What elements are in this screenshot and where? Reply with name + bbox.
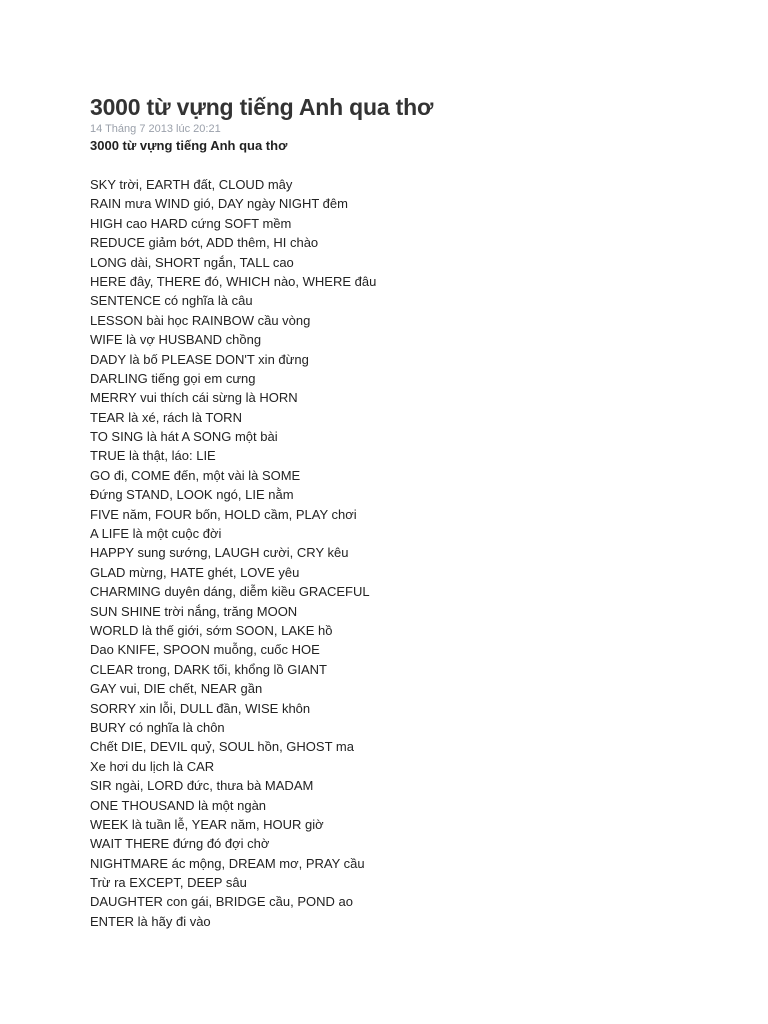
poem-line: TRUE là thật, láo: LIE	[90, 448, 216, 464]
poem-line: WAIT THERE đứng đó đợi chờ	[90, 836, 270, 852]
poem-line: GO đi, COME đến, một vài là SOME	[90, 467, 301, 483]
poem-line: CHARMING duyên dáng, diễm kiều GRACEFUL	[90, 584, 370, 600]
poem-line: FIVE năm, FOUR bốn, HOLD cầm, PLAY chơi	[90, 506, 357, 522]
poem-line: SORRY xin lỗi, DULL đần, WISE khôn	[90, 700, 311, 716]
poem-line: REDUCE giảm bớt, ADD thêm, HI chào	[90, 235, 319, 251]
poem-line: LONG dài, SHORT ngắn, TALL cao	[90, 254, 294, 270]
poem-line: A LIFE là một cuộc đời	[90, 526, 222, 542]
poem-line: Chết DIE, DEVIL quỷ, SOUL hồn, GHOST ma	[90, 739, 354, 755]
poem-line: Đứng STAND, LOOK ngó, LIE nằm	[90, 487, 294, 503]
poem-line: BURY có nghĩa là chôn	[90, 719, 225, 735]
poem-line: WIFE là vợ HUSBAND chồng	[90, 332, 262, 348]
poem-line: GLAD mừng, HATE ghét, LOVE yêu	[90, 564, 300, 580]
poem-line: Dao KNIFE, SPOON muỗng, cuốc HOE	[90, 642, 320, 658]
post-timestamp: 14 Tháng 7 2013 lúc 20:21	[90, 123, 221, 135]
poem-line: DARLING tiếng gọi em cưng	[90, 370, 256, 386]
poem-line: WORLD là thế giới, sớm SOON, LAKE hồ	[90, 622, 333, 638]
poem-line: DADY là bố PLEASE DON'T xin đừng	[90, 351, 309, 367]
poem-line: TEAR là xé, rách là TORN	[90, 409, 242, 425]
poem-line: SUN SHINE trời nắng, trăng MOON	[90, 603, 298, 619]
poem-line: MERRY vui thích cái sừng là HORN	[90, 390, 298, 406]
poem-line: ENTER là hãy đi vào	[90, 913, 211, 929]
poem-line: GAY vui, DIE chết, NEAR gần	[90, 681, 263, 697]
page-title: 3000 từ vựng tiếng Anh qua thơ	[90, 94, 434, 120]
poem-line: HERE đây, THERE đó, WHICH nào, WHERE đâu	[90, 273, 377, 289]
poem-line: TO SING là hát A SONG một bài	[90, 429, 278, 445]
poem-line: ONE THOUSAND là một ngàn	[90, 797, 267, 813]
poem-line: Trừ ra EXCEPT, DEEP sâu	[90, 875, 247, 891]
poem-line: SIR ngài, LORD đức, thưa bà MADAM	[90, 778, 314, 794]
poem-line: RAIN mưa WIND gió, DAY ngày NIGHT đêm	[90, 196, 348, 212]
poem-line: HIGH cao HARD cứng SOFT mềm	[90, 215, 292, 231]
poem-list	[90, 175, 730, 931]
post-container	[90, 90, 730, 931]
poem-line: NIGHTMARE ác mộng, DREAM mơ, PRAY cầu	[90, 855, 365, 871]
post-subtitle: 3000 từ vựng tiếng Anh qua thơ	[90, 138, 288, 153]
poem-line: HAPPY sung sướng, LAUGH cười, CRY kêu	[90, 545, 349, 561]
poem-line: DAUGHTER con gái, BRIDGE cầu, POND ao	[90, 894, 353, 910]
poem-line: SENTENCE có nghĩa là câu	[90, 293, 253, 309]
poem-line: WEEK là tuần lễ, YEAR năm, HOUR giờ	[90, 816, 324, 832]
poem-line: Xe hơi du lịch là CAR	[90, 758, 215, 774]
poem-line: CLEAR trong, DARK tối, khổng lồ GIANT	[90, 661, 327, 677]
poem-line: SKY trời, EARTH đất, CLOUD mây	[90, 177, 293, 192]
poem-line: LESSON bài học RAINBOW cầu vòng	[90, 312, 311, 328]
